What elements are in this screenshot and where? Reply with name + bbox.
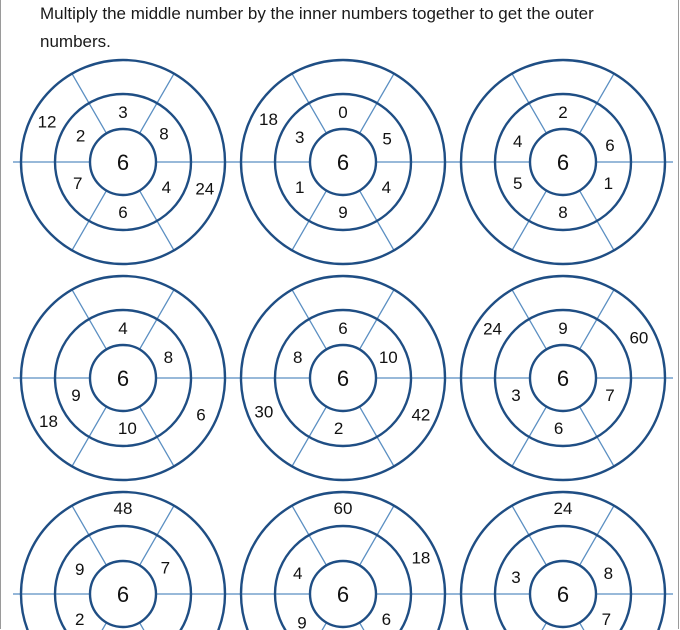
inner-number: 5 [512, 174, 523, 194]
number-wheel [453, 492, 673, 630]
outer-number: 12 [37, 112, 57, 132]
inner-number: 8 [159, 124, 169, 144]
inner-number: 8 [603, 563, 614, 583]
center-number: 6 [116, 366, 130, 391]
inner-number: 2 [74, 610, 85, 629]
outer-number: 24 [483, 319, 503, 339]
outer-number: 48 [113, 499, 133, 518]
center-number: 6 [336, 366, 350, 391]
outer-number: 60 [629, 328, 649, 348]
inner-number: 6 [381, 610, 392, 629]
outer-number: 6 [196, 405, 206, 425]
inner-number: 6 [553, 418, 564, 438]
inner-number: 8 [163, 347, 174, 367]
center-number: 6 [336, 582, 350, 607]
inner-number: 7 [605, 386, 615, 406]
outer-number: 60 [333, 499, 353, 518]
inner-number: 3 [511, 386, 521, 406]
number-wheel [13, 60, 233, 264]
number-wheel [233, 60, 453, 264]
outer-number: 42 [411, 405, 431, 425]
inner-number: 9 [74, 560, 85, 579]
inner-number: 5 [382, 129, 392, 149]
inner-number: 10 [117, 418, 137, 438]
inner-number: 7 [72, 174, 83, 194]
inner-number: 6 [338, 319, 348, 338]
wheel-spoke [512, 623, 547, 630]
inner-number: 9 [338, 203, 348, 222]
inner-number: 2 [558, 103, 568, 122]
inner-number: 9 [297, 613, 307, 630]
inner-number: 7 [601, 610, 612, 629]
inner-number: 4 [118, 319, 128, 338]
number-wheel [453, 60, 673, 264]
inner-number: 6 [605, 135, 615, 155]
number-wheel [13, 276, 233, 480]
inner-number: 3 [118, 103, 128, 122]
outer-number: 18 [39, 412, 58, 431]
outer-number: 18 [411, 548, 431, 568]
outer-number: 24 [195, 179, 215, 199]
center-number: 6 [556, 150, 570, 175]
inner-number: 6 [118, 203, 128, 222]
center-number: 6 [116, 150, 130, 175]
number-wheel [13, 492, 233, 630]
inner-number: 2 [75, 126, 86, 146]
inner-number: 4 [161, 178, 172, 197]
inner-number: 8 [292, 347, 303, 367]
inner-number: 1 [294, 178, 305, 197]
inner-number: 2 [333, 418, 344, 438]
inner-number: 8 [558, 203, 568, 222]
number-wheel [233, 276, 453, 480]
inner-number: 0 [338, 103, 348, 122]
outer-number: 30 [254, 402, 274, 422]
inner-number: 3 [511, 567, 521, 587]
inner-number: 1 [603, 174, 614, 194]
center-number: 6 [116, 582, 130, 607]
inner-number: 9 [558, 319, 568, 338]
inner-number: 3 [294, 128, 305, 147]
center-number: 6 [336, 150, 350, 175]
worksheet-instructions: Multiply the middle number by the inner numbers together to get the outer numbers. [40, 4, 594, 51]
inner-number: 9 [71, 386, 81, 406]
number-wheel [233, 492, 453, 630]
inner-number: 4 [512, 131, 523, 151]
inner-number: 10 [378, 347, 398, 367]
inner-number: 7 [160, 558, 171, 578]
wheel-spoke [140, 623, 175, 630]
outer-number: 18 [259, 110, 278, 129]
number-wheel [453, 276, 673, 480]
inner-number: 4 [381, 178, 392, 197]
outer-number: 24 [553, 499, 573, 518]
center-number: 6 [556, 366, 570, 391]
inner-number: 4 [292, 563, 303, 583]
center-number: 6 [556, 582, 570, 607]
